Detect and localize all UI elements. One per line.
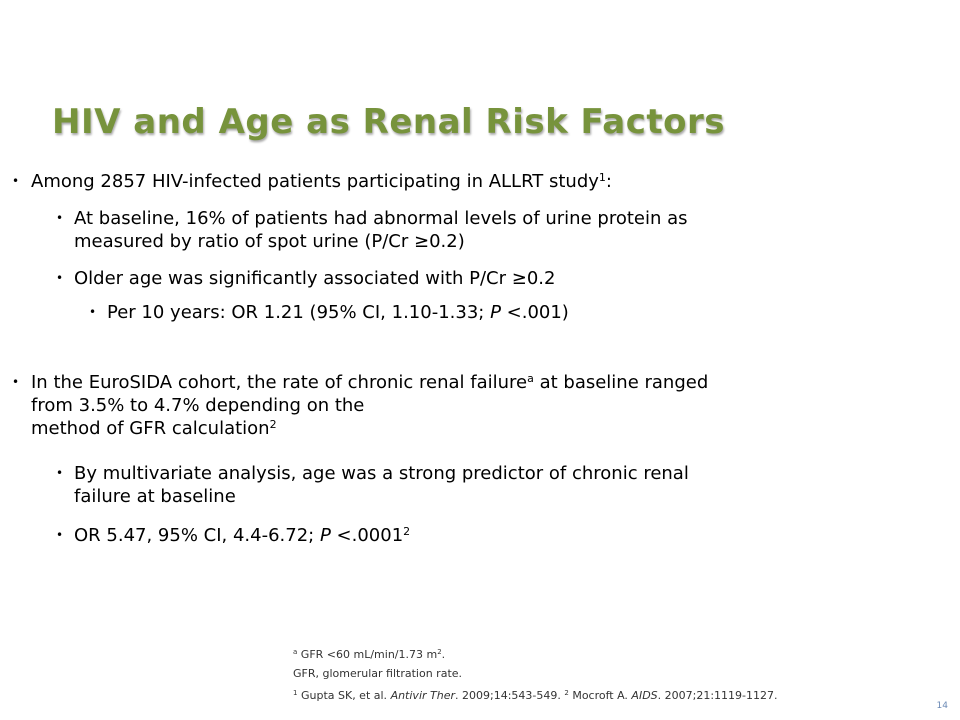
page-number: 14 xyxy=(936,701,948,711)
bullet-1-text: Among 2857 HIV-infected patients participating in ALLRT study xyxy=(31,171,599,192)
bullet-2-2 xyxy=(74,524,410,547)
journal-name: AIDS xyxy=(631,689,658,702)
slide-title: HIV and Age as Renal Risk Factors xyxy=(52,102,725,142)
footnote-text: . 2009;14:543-549. xyxy=(455,689,565,702)
bullet-1-1-line1: At baseline, 16% of patients had abnormal levels of urine protein as xyxy=(74,208,688,229)
bullet-1-2: Older age was significantly associated with P/Cr ≥0.2 xyxy=(74,268,556,289)
bullet-2-2-ref: 2 xyxy=(403,525,411,538)
bullet-marker: • xyxy=(89,305,97,319)
bullet-1-tail: : xyxy=(605,171,612,192)
footnote-references xyxy=(293,688,778,704)
p-symbol: P xyxy=(319,525,331,546)
footnote-text: . 2007;21:1119-1127. xyxy=(657,689,778,702)
bullet-marker: • xyxy=(56,466,64,480)
bullet-1-2-1-post: <.001) xyxy=(500,302,569,323)
bullet-2-line2: from 3.5% to 4.7% depending on the xyxy=(31,395,365,416)
journal-name: Antivir Ther xyxy=(390,689,455,702)
bullet-2-line3 xyxy=(31,417,708,440)
bullet-marker: • xyxy=(12,174,20,188)
footnote-text: Mocroft A. xyxy=(568,689,632,702)
bullet-1-ref: 1 xyxy=(598,171,606,184)
bullet-1-1 xyxy=(74,207,688,253)
bullet-2-2-post: <.0001 xyxy=(330,525,404,546)
p-symbol: P xyxy=(490,302,501,323)
footnote-text: GFR <60 mL/min/1.73 m xyxy=(297,648,438,661)
footnote-gfr-def xyxy=(293,647,445,663)
bullet-marker: • xyxy=(56,211,64,225)
bullet-2-2-pre: OR 5.47, 95% CI, 4.4-6.72; xyxy=(74,525,320,546)
bullet-1-2-1-pre: Per 10 years: OR 1.21 (95% CI, 1.10-1.33; xyxy=(107,302,491,323)
footnote-sup: 1 xyxy=(293,689,298,697)
bullet-2-sup-a: a xyxy=(527,372,534,385)
bullet-2-line3-text: method of GFR calculation xyxy=(31,418,270,439)
footnote-text: . xyxy=(441,648,446,661)
bullet-2-1-line2: failure at baseline xyxy=(74,486,236,507)
bullet-marker: • xyxy=(56,528,64,542)
bullet-2-line1 xyxy=(31,371,708,394)
footnote-sup: 2 xyxy=(564,689,569,697)
bullet-2 xyxy=(31,371,708,440)
bullet-marker: • xyxy=(12,375,20,389)
bullet-2-ref: 2 xyxy=(269,418,277,431)
bullet-2-1-line1: By multivariate analysis, age was a strong predictor of chronic renal xyxy=(74,463,689,484)
bullet-2-1 xyxy=(74,462,689,508)
bullet-2-line1-pre: In the EuroSIDA cohort, the rate of chronic renal failure xyxy=(31,372,528,393)
bullet-1-1-line2: measured by ratio of spot urine (P/Cr ≥0.2) xyxy=(74,231,465,252)
bullet-marker: • xyxy=(56,271,64,285)
footnote-text: Gupta SK, et al. xyxy=(297,689,391,702)
footnote-gfr-abbrev: GFR, glomerular filtration rate. xyxy=(293,667,463,680)
bullet-1 xyxy=(31,170,612,193)
footnote-sup: 2 xyxy=(437,648,442,656)
bullet-2-line1-post: at baseline ranged xyxy=(533,372,709,393)
footnote-sup: a xyxy=(293,648,298,656)
bullet-1-2-1 xyxy=(107,301,569,324)
